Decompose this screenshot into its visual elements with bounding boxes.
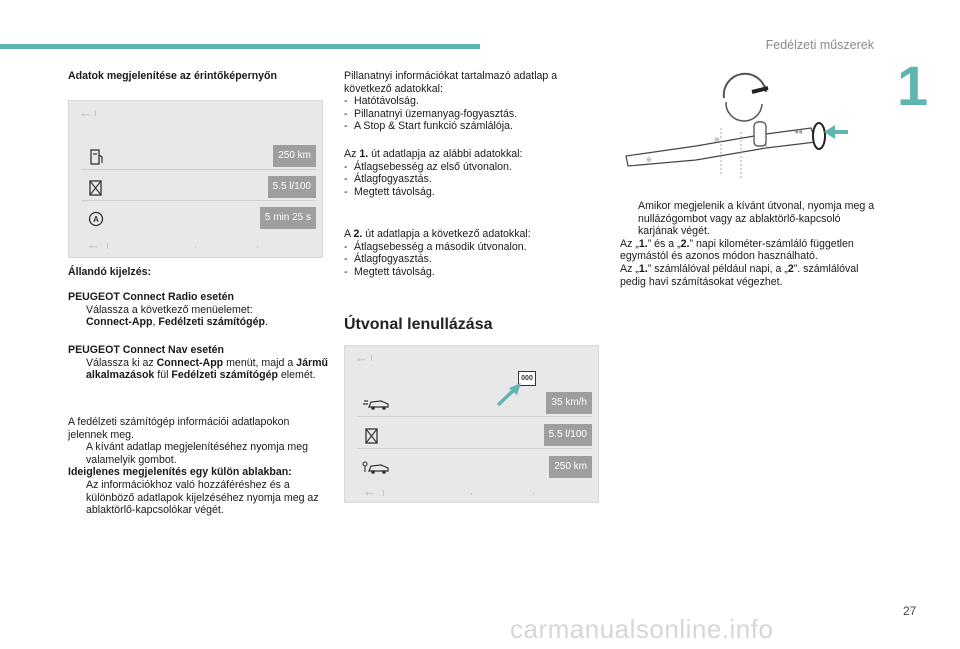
list-item-text: Hatótávolság. xyxy=(354,95,419,108)
radio-step-sep: , xyxy=(152,316,159,329)
trip2-intro-text: A xyxy=(344,228,354,240)
temp-step-text: Az információkhoz való hozzáféréshez és a különböző adatlapok kijelzéséhez nyomja meg az ablaktörlő-kapcsolókar végét. xyxy=(86,478,319,517)
nav-step-menu: Connect-App xyxy=(156,356,224,369)
trip1-intro-text: út adatlapja az alábbi adatokkal: xyxy=(368,148,523,160)
para-number: 2 xyxy=(787,262,794,275)
chapter-number: 1 xyxy=(897,54,929,117)
permanent-heading: Állandó kijelzés: xyxy=(68,266,152,278)
list-item-text: Átlagsebesség a második útvonalon. xyxy=(354,240,527,253)
info-step-text: A kívánt adatlap megjelenítéséhez nyomja meg valamelyik gombot. xyxy=(86,441,309,466)
radio-step-end: . xyxy=(264,316,268,329)
trip2-section xyxy=(344,228,600,278)
dash: - xyxy=(344,185,348,198)
stop-start-icon xyxy=(85,209,107,229)
para-text: Az „ xyxy=(620,262,639,275)
trip2-intro xyxy=(344,228,600,241)
page-number: 27 xyxy=(903,604,917,618)
temp-step xyxy=(68,479,330,517)
nav-heading: PEUGEOT Connect Nav esetén xyxy=(68,344,225,356)
screen-row xyxy=(357,456,592,480)
fuel-range-icon xyxy=(85,147,107,167)
wiper-stalk-illustration xyxy=(616,70,866,192)
para-number: 2. xyxy=(680,237,690,250)
list-item-text: Pillanatnyi üzemanyag-fogyasztás. xyxy=(354,107,518,120)
screen-row xyxy=(357,424,592,449)
screen-row xyxy=(81,207,316,231)
radio-step-text: Válassza a következő menüelemet: xyxy=(86,303,253,316)
info-section xyxy=(68,416,330,517)
reset-heading: Útvonal lenullázása xyxy=(344,316,493,333)
screen-value: 35 km/h xyxy=(546,392,592,414)
dash: - xyxy=(344,95,348,108)
temp-heading: Ideiglenes megjelenítés egy külön ablakban: xyxy=(68,466,292,479)
nav-step-text: fül xyxy=(154,369,172,382)
para-text: ” napi kilométer-számláló független egymástól és azonos módon használható. xyxy=(620,237,854,263)
radio-step xyxy=(68,304,340,329)
para-number: 1. xyxy=(638,262,648,275)
screen-row xyxy=(81,176,316,201)
instant-info-section xyxy=(344,70,600,133)
list-item xyxy=(344,266,600,279)
average-speed-icon xyxy=(361,394,393,414)
display-heading: Adatok megjelenítése az érintőképernyőn xyxy=(68,70,277,82)
screen-value: 5.5 l/100 xyxy=(544,424,592,446)
dash: - xyxy=(344,160,348,173)
list-item-text: Megtett távolság. xyxy=(354,265,435,278)
screen-row xyxy=(357,392,592,417)
divider xyxy=(257,246,258,248)
divider xyxy=(95,110,96,116)
divider xyxy=(533,493,534,495)
trip2-intro-text: út adatlapja a következő adatokkal: xyxy=(362,228,531,240)
para-text: ”. számlálóval pedig havi számításokat végezhet. xyxy=(620,262,859,288)
trip1-intro-text: Az xyxy=(344,148,360,160)
svg-text:⊕: ⊕ xyxy=(646,157,652,164)
list-item xyxy=(344,95,600,108)
trip2-number: 2. xyxy=(353,228,363,240)
back-arrow-icon: ← xyxy=(363,484,376,499)
nav-step-text: elemét. xyxy=(277,369,316,382)
nav-step xyxy=(68,357,340,382)
screen-value: 250 km xyxy=(549,456,592,478)
screen-value: 5 min 25 s xyxy=(260,207,316,229)
svg-text:⊕: ⊕ xyxy=(714,137,720,144)
list-item-text: Átlagfogyasztás. xyxy=(354,253,432,266)
divider xyxy=(195,246,196,248)
nav-step-tab: Jármű alkalmazások xyxy=(86,356,328,382)
para-text: ” számlálóval például napi, a „ xyxy=(647,262,788,275)
fuel-consumption-icon xyxy=(361,426,383,446)
screen-value: 250 km xyxy=(273,145,316,167)
screen-value: 5.5 l/100 xyxy=(268,176,316,198)
radio-step-item: Fedélzeti számítógép xyxy=(158,316,265,329)
radio-step-menu: Connect-App xyxy=(86,316,153,329)
trip1-intro xyxy=(344,148,600,161)
reset-step-text: Amikor megjelenik a kívánt útvonal, nyomja meg a nullázógombot vagy az ablaktörlő-kapcsoló karjának végét. xyxy=(638,200,875,238)
reset-step xyxy=(620,200,882,238)
list-item xyxy=(344,173,600,186)
dash: - xyxy=(344,107,348,120)
nav-step-text: menüt, majd a xyxy=(223,356,297,369)
list-item-text: Megtett távolság. xyxy=(354,185,435,198)
svg-text:◂◂: ◂◂ xyxy=(794,127,803,136)
footer-watermark: carmanualsonline.info xyxy=(510,614,774,644)
section-title: Fedélzeti műszerek xyxy=(765,38,874,52)
trip-counter-example xyxy=(620,263,882,288)
info-para: A fedélzeti számítógép információi adatlapokon jelennek meg. xyxy=(68,416,290,441)
dash: - xyxy=(344,253,348,266)
svg-text:A: A xyxy=(93,215,99,224)
para-text: Az „ xyxy=(620,237,639,250)
back-arrow-icon: ← xyxy=(355,350,368,365)
radio-section xyxy=(68,291,340,329)
trip-counter-para xyxy=(620,238,882,263)
reset-button[interactable]: 000 xyxy=(518,371,536,386)
dash: - xyxy=(344,120,348,133)
reset-instructions xyxy=(620,200,882,288)
distance-icon xyxy=(361,458,393,478)
nav-section xyxy=(68,344,340,382)
list-item xyxy=(344,253,600,266)
back-arrow-icon: ← xyxy=(79,105,92,120)
list-item xyxy=(344,186,600,199)
trip1-section xyxy=(344,148,600,198)
list-item xyxy=(344,241,600,254)
header-accent-bar xyxy=(0,44,480,49)
list-item-text: A Stop & Start funkció számlálója. xyxy=(354,120,513,133)
para-number: 1. xyxy=(638,237,648,250)
trip1-number: 1. xyxy=(359,148,369,160)
info-step xyxy=(68,441,330,466)
dash: - xyxy=(344,173,348,186)
instant-intro: Pillanatnyi információkat tartalmazó adatlap a következő adatokkal: xyxy=(344,70,558,95)
divider xyxy=(471,493,472,495)
back-arrow-icon: ← xyxy=(87,237,100,252)
radio-heading: PEUGEOT Connect Radio esetén xyxy=(68,291,234,303)
para-text: ” és a „ xyxy=(647,237,681,250)
list-item-text: Átlagsebesség az első útvonalon. xyxy=(354,160,512,173)
list-item xyxy=(344,161,600,174)
touchscreen-illustration-2 xyxy=(344,345,599,503)
divider xyxy=(383,490,384,496)
list-item-text: Átlagfogyasztás. xyxy=(354,173,432,186)
divider xyxy=(371,355,372,361)
nav-step-text: Válassza ki az xyxy=(86,356,157,369)
dash: - xyxy=(344,265,348,278)
fuel-consumption-icon xyxy=(85,178,107,198)
nav-step-item: Fedélzeti számítógép xyxy=(171,369,278,382)
list-item xyxy=(344,120,600,133)
dash: - xyxy=(344,240,348,253)
list-item xyxy=(344,108,600,121)
divider xyxy=(107,243,108,249)
touchscreen-illustration-1 xyxy=(68,100,323,258)
screen-row xyxy=(81,145,316,170)
